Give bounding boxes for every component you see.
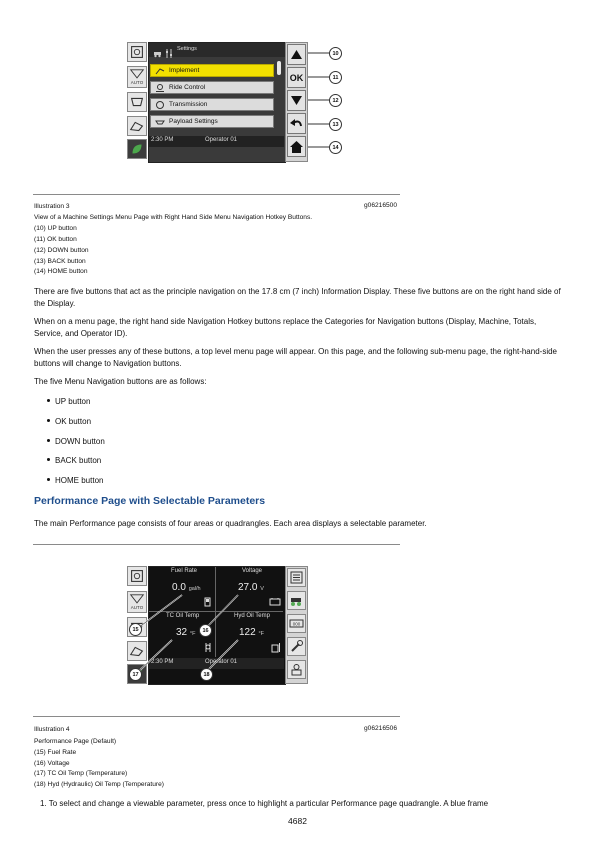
bullet-item: UP button: [47, 396, 90, 407]
caption-item: (13) BACK button: [34, 258, 86, 265]
quad-title: Hyd Oil Temp: [234, 613, 270, 619]
paragraph: The main Performance page consists of four areas or quadrangles. Each area displays a selectable parameter.: [34, 519, 427, 528]
illustration-3-gnum: g06216500: [364, 202, 398, 209]
menu-item-label: Ride Control: [169, 84, 206, 91]
status-leaf-icon: [127, 139, 147, 159]
callout-13: 13: [329, 118, 342, 131]
list-icon: [288, 569, 305, 586]
callout-15: 15: [129, 623, 142, 636]
menu-item-label: Payload Settings: [169, 118, 218, 125]
settings-header: [149, 43, 285, 57]
machine-button[interactable]: [287, 591, 306, 610]
ride-control-icon: [155, 83, 165, 93]
menu-item-ride-control[interactable]: [150, 81, 274, 94]
caption-item: (18) Hyd (Hydraulic) Oil Temp (Temperature): [34, 781, 164, 788]
paragraph: There are five buttons that act as the principle navigation on the 17.8 cm (7 inch) Information Display. These five buttons are on the right hand side of the Display.: [34, 287, 561, 308]
operator-id-button[interactable]: [287, 660, 306, 679]
caption-item: (12) DOWN button: [34, 247, 89, 254]
transmission-icon: [155, 100, 165, 110]
status-operator: Operator 01: [205, 137, 238, 143]
operator-icon: [288, 661, 305, 678]
menu-item-label: Transmission: [169, 101, 208, 108]
caption-item: (16) Voltage: [34, 760, 70, 767]
paragraph: When on a menu page, the right hand side Navigation Hotkey buttons replace the Categories for Navigation buttons (Display, Machine, Totals, Service, and Operator ID).: [34, 317, 537, 338]
divider: [33, 716, 400, 717]
wrench-icon: [288, 638, 305, 655]
caption-item: (17) TC Oil Temp (Temperature): [34, 770, 128, 777]
section-heading: Performance Page with Selectable Parameters: [34, 495, 266, 507]
machine-icon: [288, 592, 305, 609]
totals-icon: [288, 615, 305, 632]
page-number: 4682: [288, 816, 307, 826]
quad-title: Fuel Rate: [171, 568, 198, 574]
illustration-3-label: Illustration 3: [34, 203, 70, 210]
quad-value: 32 °F: [176, 627, 196, 638]
status-bar: [149, 136, 284, 147]
divider: [33, 544, 400, 545]
scrollbar[interactable]: [277, 61, 281, 75]
menu-item-transmission[interactable]: [150, 98, 274, 111]
display-category-button[interactable]: [127, 42, 147, 62]
bullet-item: BACK button: [47, 455, 101, 466]
callout-14: 14: [329, 141, 342, 154]
implement-icon: [155, 66, 165, 76]
machine-icon: [153, 45, 162, 54]
callout-12: 12: [329, 94, 342, 107]
caption-item: (15) Fuel Rate: [34, 749, 77, 756]
step-1: 1. To select and change a viewable parameter, press once to highlight a particular Performance page quadrangle. A blue frame: [40, 799, 489, 808]
bucket-icon-button[interactable]: [127, 92, 147, 112]
bullet-item: HOME button: [47, 475, 103, 486]
quad-title: Voltage: [242, 568, 263, 574]
totals-button[interactable]: [287, 614, 306, 633]
divider: [33, 194, 400, 195]
bullet-item: OK button: [47, 416, 91, 427]
menu-item-label: Implement: [169, 67, 200, 74]
paragraph: The five Menu Navigation buttons are as follows:: [34, 377, 207, 386]
hyd-temp-icon: [271, 642, 281, 653]
quad-value: 0.0 gal/h: [172, 582, 201, 593]
caption-item: (10) UP button: [34, 225, 77, 232]
display-list-button[interactable]: [287, 568, 306, 587]
bullet-item: DOWN button: [47, 436, 105, 447]
status-time: 2:30 PM: [151, 137, 174, 143]
illustration-4-caption: Performance Page (Default): [34, 738, 117, 745]
service-button[interactable]: [287, 637, 306, 656]
status-time: 2:30 PM: [151, 659, 174, 665]
menu-item-implement[interactable]: [150, 64, 274, 77]
loader-icon-button[interactable]: [127, 116, 147, 136]
battery-icon: [269, 597, 281, 606]
menu-item-payload-settings[interactable]: [150, 115, 274, 128]
quad-title: TC Oil Temp: [166, 613, 200, 619]
settings-sliders-icon: [165, 45, 173, 54]
caption-item: (11) OK button: [34, 236, 77, 243]
callout-10: 10: [329, 47, 342, 60]
callout-11: 11: [329, 71, 342, 84]
auto-mode-button[interactable]: [127, 66, 147, 88]
svg-text:AUTO: AUTO: [130, 80, 144, 86]
illustration-3-caption: View of a Machine Settings Menu Page with Right Hand Side Menu Navigation Hotkey Buttons.: [34, 214, 313, 221]
quad-value: 122 °F: [239, 627, 265, 638]
illustration-4-gnum: g06216506: [364, 725, 398, 732]
ok-button[interactable]: OK: [287, 67, 306, 88]
svg-text:000: 000: [292, 621, 301, 627]
quad-value: 27.0 V: [238, 582, 264, 593]
caption-item: (14) HOME button: [34, 268, 88, 275]
payload-icon: [155, 117, 165, 127]
illustration-4-label: Illustration 4: [34, 726, 70, 733]
callout-17: 17: [129, 668, 142, 681]
callout-16: 16: [199, 624, 212, 637]
callout-18: 18: [200, 668, 213, 681]
settings-title: Settings: [177, 46, 197, 52]
paragraph: When the user presses any of these buttons, a top level menu page will appear. On this page, and the following sub-menu page, the right-hand-side buttons will change to Navigation buttons.: [34, 347, 557, 368]
svg-text:AUTO: AUTO: [130, 605, 144, 611]
status-operator: Operator 01: [205, 659, 238, 665]
